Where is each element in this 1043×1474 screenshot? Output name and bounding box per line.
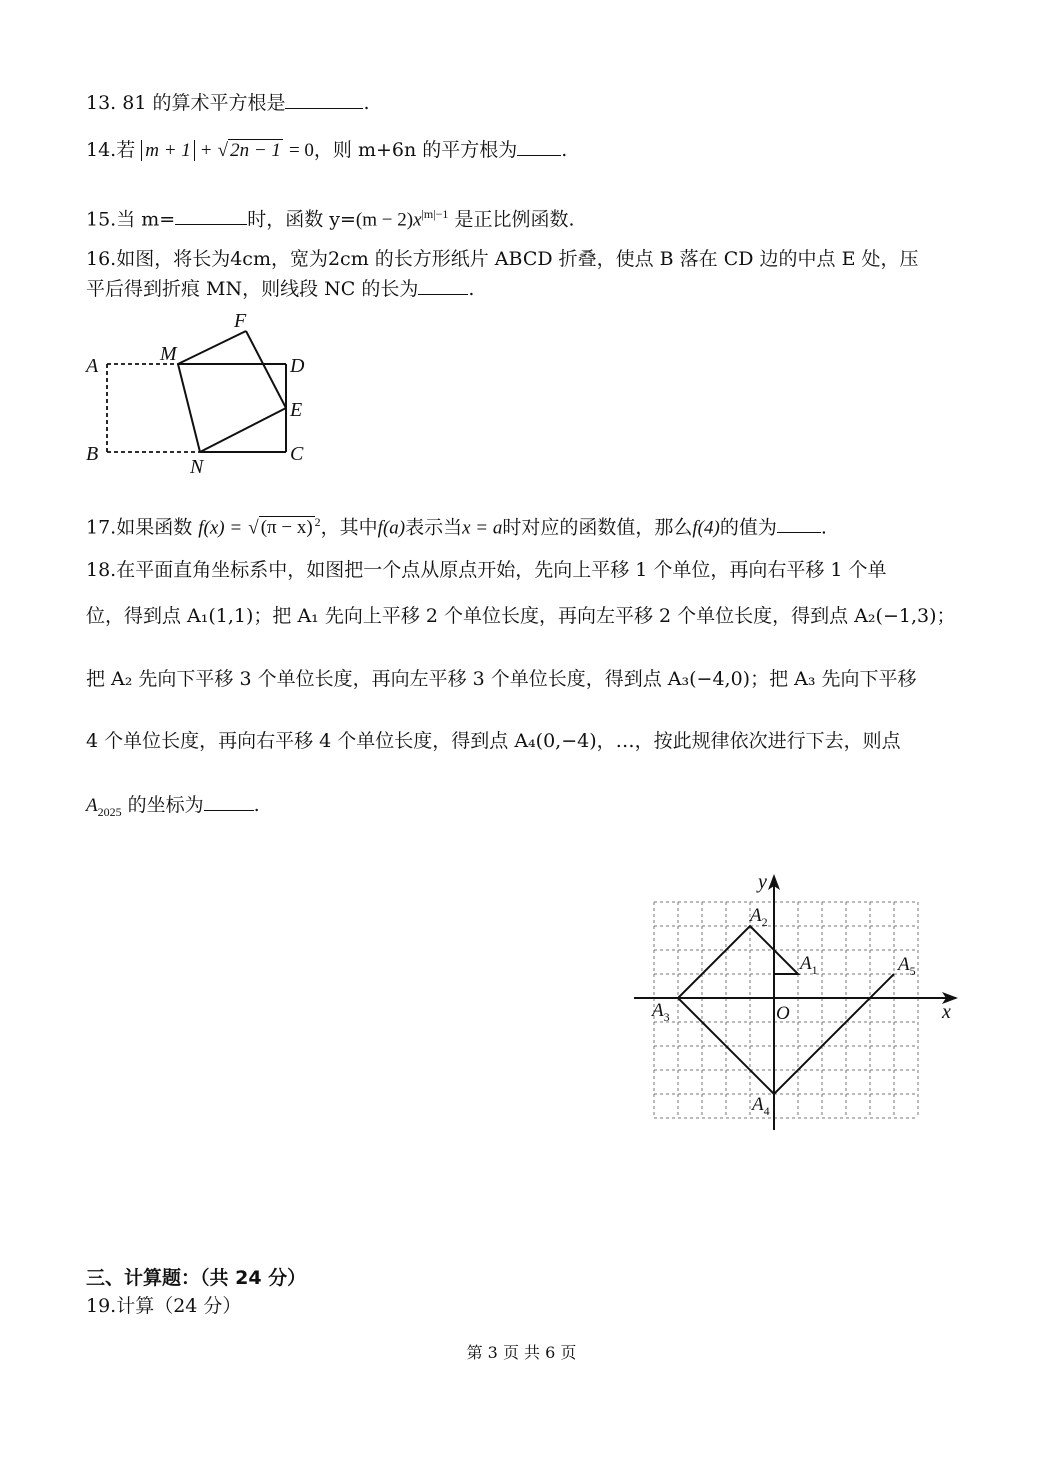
q18-subscript: 2025: [97, 804, 122, 819]
question-18-line-2: 位，得到点 A₁(1,1)；把 A₁ 先向上平移 2 个单位长度，再向左平移 2 个单位长度，得到点 A₂(−1,3)；: [86, 605, 956, 627]
q14-absolute-value: m + 1: [141, 140, 195, 161]
q17-x-equals-a: x = a: [462, 517, 503, 539]
label-e: E: [290, 399, 303, 421]
label-a1: $A_1$: [800, 953, 818, 977]
label-d: D: [290, 355, 305, 377]
q17-text-2: 表示当: [405, 516, 463, 539]
x-axis-label: x: [942, 1001, 951, 1023]
q16-answer-blank[interactable]: [418, 276, 468, 295]
q17-f4: f(4): [692, 517, 720, 539]
q17-period: .: [820, 516, 827, 539]
q17-text-4: 的值为: [719, 516, 777, 539]
crease-mn: [178, 364, 200, 452]
question-16-line-2: [86, 276, 474, 301]
label-b: B: [86, 443, 99, 465]
section-3-heading: 三、计算题：（共 24 分）: [86, 1267, 307, 1289]
q17-text-1: ，其中: [320, 516, 378, 539]
question-15: [86, 202, 575, 232]
label-a4: $A_4$: [752, 1094, 770, 1118]
question-18-line-1: 18.在平面直角坐标系中，如图把一个点从原点开始，先向上平移 1 个单位，再向右平移 1 个单: [86, 559, 887, 581]
q14-radicand: 2n − 1: [230, 140, 281, 161]
q15-exponent: |m|−1: [421, 207, 449, 221]
question-14: [86, 137, 567, 163]
q17-radicand: (π − x): [260, 517, 313, 539]
edge-fe: [246, 331, 286, 408]
label-m: M: [160, 343, 177, 365]
q13-period: .: [363, 92, 370, 114]
q18-coordinate-graph: [628, 868, 968, 1138]
q14-plus: +: [200, 140, 212, 161]
q15-text-end: 是正比例函数.: [454, 208, 575, 231]
q17-text-3: 时对应的函数值，那么: [502, 516, 693, 539]
question-18-line-5: [86, 792, 260, 824]
q14-period: .: [561, 139, 568, 161]
q14-radical-sign: √: [217, 140, 229, 161]
q18-text: 的坐标为: [121, 794, 204, 816]
q13-text: 81 的算术平方根是: [122, 92, 286, 114]
label-c: C: [290, 443, 304, 465]
label-a2: $A_2$: [750, 905, 768, 929]
label-a3: $A_3$: [652, 1000, 670, 1024]
question-13: [86, 90, 370, 115]
q13-answer-blank[interactable]: [285, 90, 363, 109]
q17-radical-sign: √: [248, 517, 259, 539]
q14-text: ，则 m+6n 的平方根为: [313, 139, 518, 161]
q13-number: 13.: [86, 92, 117, 114]
q15-expression: (m − 2): [355, 209, 414, 231]
label-f: F: [234, 310, 247, 332]
edge-en: [200, 408, 286, 452]
q15-number: 15.当 m=: [86, 208, 176, 231]
q16-text: 平后得到折痕 MN，则线段 NC 的长为: [86, 278, 419, 300]
q14-number: 14.若: [86, 139, 136, 161]
q16-rectangle-figure: [80, 305, 340, 485]
question-18-line-4: 4 个单位长度，再向右平移 4 个单位长度，得到点 A₄(0,−4)，…，按此规律依次进行下去，则点: [86, 730, 901, 752]
q15-answer-blank[interactable]: [175, 206, 247, 225]
question-18-line-3: 把 A₂ 先向下平移 3 个单位长度，再向左平移 3 个单位长度，得到点 A₃(−4,0)；把 A₃ 先向下平移: [86, 668, 917, 690]
q17-answer-blank[interactable]: [777, 514, 821, 533]
origin-label: O: [776, 1003, 790, 1024]
question-17: [86, 510, 827, 540]
q17-fa: f(a): [377, 517, 406, 539]
question-16-line-1: 16.如图，将长为4cm，宽为2cm 的长方形纸片 ABCD 折叠，使点 B 落在 CD 边的中点 E 处，压: [86, 248, 919, 270]
q17-square: 2: [314, 515, 321, 529]
label-a5: $A_5$: [898, 954, 916, 978]
question-19: 19.计算（24 分）: [86, 1295, 242, 1317]
edge-mf: [178, 331, 246, 364]
label-a: A: [86, 355, 99, 377]
q18-point-a: A: [86, 795, 98, 816]
q15-variable: x: [413, 209, 422, 231]
q18-period: .: [253, 794, 260, 816]
q16-period: .: [468, 278, 475, 300]
q18-answer-blank[interactable]: [204, 792, 254, 811]
q14-answer-blank[interactable]: [517, 137, 561, 156]
q14-equals-zero: = 0: [288, 140, 314, 161]
q17-function: f(x) =: [198, 517, 243, 539]
y-axis-label: y: [758, 871, 767, 893]
page-footer: 第 3 页 共 6 页: [466, 1343, 577, 1362]
label-n: N: [190, 456, 204, 478]
q17-number: 17.如果函数: [86, 516, 193, 539]
q15-text: 时，函数 y=: [247, 208, 356, 231]
